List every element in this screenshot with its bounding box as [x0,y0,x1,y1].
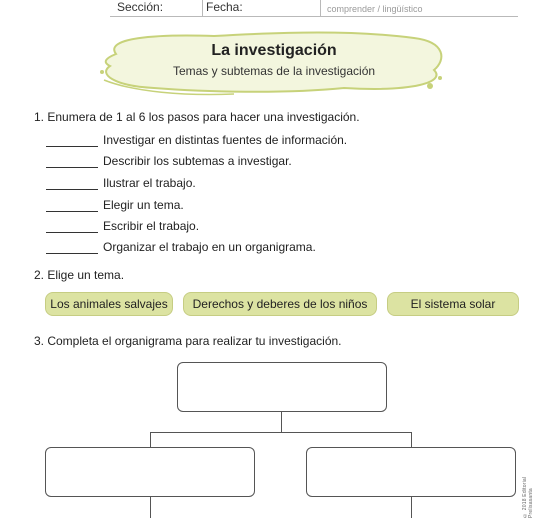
organigram-main-box[interactable] [177,362,387,412]
organigram-connector [281,412,282,432]
topic-option-animals[interactable]: Los animales salvajes [45,292,173,316]
organigram-subtopic-box-right[interactable] [306,447,516,497]
answer-blank[interactable] [46,220,98,233]
answer-blank[interactable] [46,177,98,190]
organigram-connector [150,432,412,433]
question-1-prompt: 1. Enumera de 1 al 6 los pasos para hacer una investigación. [34,110,360,124]
step-text: Escribir el trabajo. [103,219,200,233]
step-item [46,174,196,190]
question-2-prompt: 2. Elige un tema. [34,268,125,282]
organigram-connector [411,497,412,518]
answer-blank[interactable] [46,134,98,147]
step-item [46,131,347,147]
seccion-label: Sección: [117,0,164,14]
organigram-connector [150,432,151,447]
organigram-connector [150,497,151,518]
step-text: Organizar el trabajo en un organigrama. [103,240,316,254]
answer-blank[interactable] [46,199,98,212]
step-text: Investigar en distintas fuentes de información. [103,133,348,147]
step-item [46,238,316,254]
step-text: Ilustrar el trabajo. [103,176,196,190]
answer-blank[interactable] [46,241,98,254]
step-item [46,217,199,233]
topic-option-solar-system[interactable]: El sistema solar [387,292,519,316]
step-item [46,152,292,168]
page-title: La investigación [211,42,337,59]
organigram-subtopic-box-left[interactable] [45,447,255,497]
title-cloud [94,26,454,96]
organigram-connector [411,432,412,447]
topic-option-rights[interactable]: Derechos y deberes de los niños [183,292,377,316]
question-3-prompt: 3. Completa el organigrama para realizar tu investigación. [34,334,342,348]
answer-blank[interactable] [46,155,98,168]
page-subtitle: Temas y subtemas de la investigación [172,64,376,78]
copyright-text: © 2018 Editorial Prelisasanta [522,476,534,518]
skills-note: comprender / lingüístico [327,4,423,14]
step-text: Elegir un tema. [103,198,184,212]
header-divider [320,0,321,16]
step-item [46,196,184,212]
header-rule [110,16,518,17]
step-text: Describir los subtemas a investigar. [103,154,292,168]
header-divider [202,0,203,16]
fecha-label: Fecha: [206,0,243,14]
